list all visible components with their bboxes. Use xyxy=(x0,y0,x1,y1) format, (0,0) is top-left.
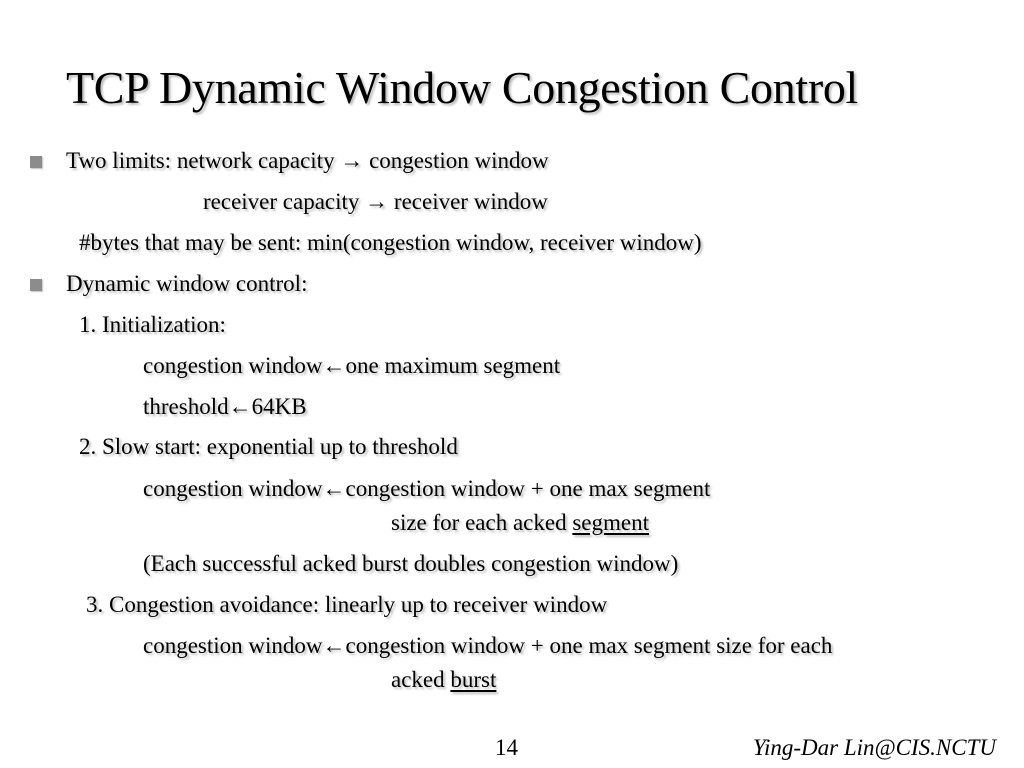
step3-heading: 3. Congestion avoidance: linearly up to receiver window xyxy=(86,592,608,617)
bullet1-line3: #bytes that may be sent: min(congestion window, receiver window) xyxy=(79,230,702,255)
step2-a-cont-underlined: segment xyxy=(572,510,649,535)
bullet1-line xyxy=(66,147,549,175)
right-arrow-icon: → xyxy=(365,189,389,214)
step1-heading: 1. Initialization: xyxy=(79,312,226,337)
bullet2-line: Dynamic window control: xyxy=(66,271,308,296)
step1-a-lead: congestion window xyxy=(143,353,323,378)
step3-line-a xyxy=(143,632,832,660)
bullet1-line2 xyxy=(203,188,548,216)
step3-line-a-cont xyxy=(391,666,496,694)
step2-heading: 2. Slow start: exponential up to threshold xyxy=(79,434,458,459)
step2-a-tail: congestion window + one max segment xyxy=(345,476,711,501)
step3-a-cont: acked xyxy=(391,667,451,692)
slide-title: TCP Dynamic Window Congestion Control xyxy=(66,62,859,113)
step1-b-tail: 64KB xyxy=(251,394,307,419)
step1-a-tail: one maximum segment xyxy=(345,353,561,378)
step1-line-b xyxy=(143,393,307,421)
step2-note: (Each successful acked burst doubles congestion window) xyxy=(143,551,679,576)
step1-line-a xyxy=(143,352,560,380)
bullet1-lead: Two limits: network capacity xyxy=(66,148,341,173)
step2-line-a-cont xyxy=(391,509,649,537)
left-arrow-icon: ← xyxy=(322,476,346,501)
step3-a-cont-underlined: burst xyxy=(450,667,497,692)
bullet-square-2 xyxy=(30,279,42,291)
bullet1-tail: congestion window xyxy=(363,148,549,173)
step2-a-cont: size for each acked xyxy=(391,510,573,535)
left-arrow-icon: ← xyxy=(322,633,346,658)
right-arrow-icon: → xyxy=(340,148,364,173)
footer-author: Ying-Dar Lin@CIS.NCTU xyxy=(752,735,996,760)
step2-line-a xyxy=(143,475,710,503)
step2-a-lead: congestion window xyxy=(143,476,323,501)
left-arrow-icon: ← xyxy=(322,353,346,378)
step3-a-lead: congestion window xyxy=(143,633,323,658)
page-number: 14 xyxy=(495,735,518,760)
step1-b-lead: threshold xyxy=(143,394,229,419)
bullet-square-1 xyxy=(30,156,42,168)
left-arrow-icon: ← xyxy=(228,394,252,419)
bullet1-l2-tail: receiver window xyxy=(388,189,548,214)
step3-a-tail: congestion window + one max segment size for each xyxy=(345,633,833,658)
bullet1-l2-lead: receiver capacity xyxy=(203,189,366,214)
